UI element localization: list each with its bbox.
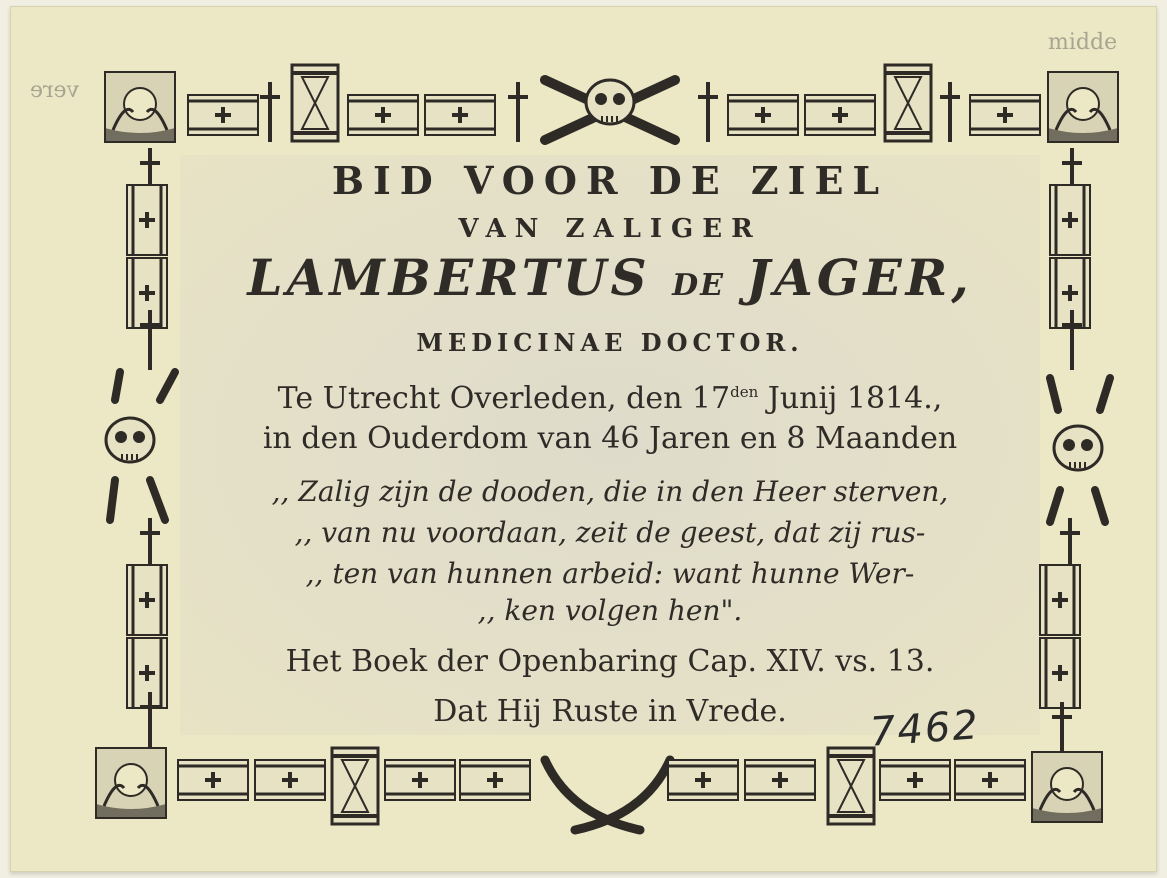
hourglass-icon [828,748,874,824]
heading-of-the-late: VAN ZALIGER [458,214,762,244]
skull-crossbones-icon [545,80,675,140]
quote-line-4: ,, ken volgen hen". [477,594,743,627]
top-border [105,65,1118,142]
crossed-scythes-icon [545,760,670,830]
cherub-icon [1048,72,1118,142]
age-line: in den Ouderdom van 46 Jaren en 8 Maanden [262,421,958,456]
quote-line-2: ,, van nu voordaan, zeit de geest, dat zij rus- [294,516,926,549]
handwritten-number: 7462 [868,702,982,756]
deceased-name [180,248,1040,307]
cross-icon [260,82,280,142]
scripture-source: Het Boek der Openbaring Cap. XIV. vs. 13. [285,644,935,679]
deceased-title: MEDICINAE DOCTOR. [416,328,804,357]
bleed-through-text-top-right: midde [1048,30,1118,55]
cherub-icon [105,72,175,142]
cross-icon [940,82,960,142]
cross-icon [508,82,528,142]
death-suffix: Junij 1814., [767,381,943,416]
hourglass-icon [292,65,338,141]
hourglass-icon [332,748,378,824]
quote-line-1: ,, Zalig zijn de dooden, die in den Heer sterven, [271,475,949,508]
bottom-border [96,748,1102,830]
heading-prayer: BID VOOR DE ZIEL [331,158,889,203]
death-date-line [180,381,1040,416]
left-border [106,148,175,752]
name-first: LAMBERTUS [247,248,651,307]
skeleton-icon [106,372,175,520]
death-ordinal: den [730,383,759,401]
death-prefix: Te Utrecht Overleden, den 17 [277,381,731,416]
cherub-icon [96,748,166,818]
cherub-icon [1032,752,1102,822]
skeleton-icon [1050,378,1110,522]
closing-line: Dat Hij Ruste in Vrede. [433,694,787,729]
name-particle: DE [672,268,725,303]
bleed-through-text-top-left: vere [30,78,79,103]
hourglass-icon [885,65,931,141]
quote-line-3: ,, ten van hunnen arbeid: want hunne Wer- [305,557,915,590]
right-border [1040,148,1110,762]
cross-icon [698,82,718,142]
name-last: JAGER, [746,248,973,307]
